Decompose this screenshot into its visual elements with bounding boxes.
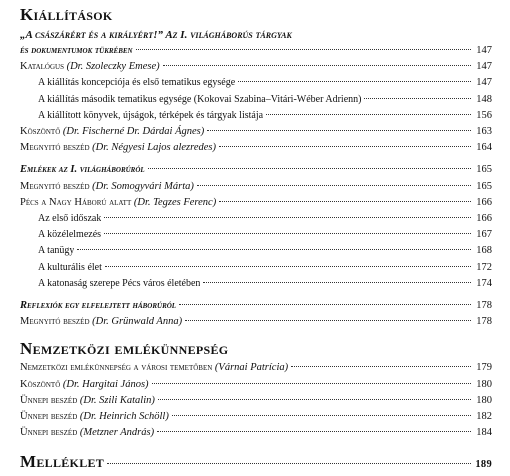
page-number: 166 <box>476 196 492 208</box>
page-number: 179 <box>476 362 492 374</box>
dot-leader <box>107 463 471 464</box>
toc-entry[interactable] <box>20 59 492 75</box>
entry-author: (Dr. Szoleczky Emese) <box>66 61 160 73</box>
entry-label: Katalógus <box>20 61 64 73</box>
entry-label: Ünnepi beszéd <box>20 427 78 439</box>
dot-leader <box>238 81 471 82</box>
page-number: 163 <box>476 126 492 138</box>
entry-author: (Várnai Patrícia) <box>214 362 289 374</box>
dot-leader <box>179 304 471 305</box>
entry-label: Az első időszak <box>38 213 102 225</box>
page-number: 180 <box>476 378 492 390</box>
page-number: 147 <box>476 77 492 89</box>
entry-author: (Dr. Heinrich Schöll) <box>79 411 169 423</box>
page-number: 172 <box>476 261 492 273</box>
dot-leader <box>219 146 471 147</box>
page-number: 184 <box>476 427 492 439</box>
exhibition-title-line1: „A császárért és a királyért!” Az I. világháborús tárgyak <box>20 29 292 41</box>
dot-leader <box>219 201 471 202</box>
toc-entry[interactable] <box>20 195 492 211</box>
entry-label: Köszöntő <box>20 378 61 390</box>
page-number: 147 <box>476 61 492 73</box>
toc-entry[interactable] <box>20 451 492 476</box>
toc-entry[interactable] <box>20 43 492 59</box>
toc-subentry[interactable] <box>20 260 492 276</box>
entry-label: A közélelmezés <box>38 229 102 241</box>
toc-subentry[interactable] <box>20 108 492 124</box>
entry-label: Köszöntő <box>20 126 61 138</box>
exhibition-title <box>20 28 492 43</box>
dot-leader <box>157 431 471 432</box>
entry-label: A kiállítás koncepciója és első tematikus egysége <box>38 77 236 89</box>
dot-leader <box>172 415 471 416</box>
entry-label: Megnyitó beszéd <box>20 316 90 328</box>
dot-leader <box>291 366 471 367</box>
entry-author: (Dr. Fischerné Dr. Dárdai Ágnes) <box>62 126 205 138</box>
entry-label: A tanügy <box>38 245 75 257</box>
page-number: 167 <box>476 229 492 241</box>
dot-leader <box>104 217 471 218</box>
dot-leader <box>163 65 471 66</box>
entry-author: (Dr. Szili Katalin) <box>79 394 155 406</box>
page-number: 182 <box>476 411 492 423</box>
entry-author: (Dr. Négyesi Lajos alezredes) <box>92 142 216 154</box>
dot-leader <box>197 185 471 186</box>
dot-leader <box>364 98 471 99</box>
entry-label: Megnyitó beszéd <box>20 142 90 154</box>
entry-author: (Metzner András) <box>79 427 155 439</box>
dot-leader <box>152 383 471 384</box>
toc-subentry[interactable] <box>20 92 492 108</box>
page-number: 174 <box>476 277 492 289</box>
entry-label: Nemzetközi emlékünnepség a városi temetőben <box>20 362 213 374</box>
entry-author: (Dr. Tegzes Ferenc) <box>133 196 217 208</box>
dot-leader <box>77 249 471 250</box>
toc-subentry[interactable] <box>20 227 492 243</box>
entry-label: A katonaság szerepe Pécs város életében <box>38 277 201 289</box>
dot-leader <box>136 49 471 50</box>
dot-leader <box>104 233 471 234</box>
dot-leader <box>185 320 471 321</box>
dot-leader <box>266 114 471 115</box>
toc-entry[interactable] <box>20 162 492 178</box>
dot-leader <box>105 266 471 267</box>
toc-subentry[interactable] <box>20 276 492 292</box>
page-number: 165 <box>476 164 492 176</box>
page-number: 166 <box>476 213 492 225</box>
toc-subentry[interactable] <box>20 211 492 227</box>
toc-entry[interactable] <box>20 140 492 156</box>
page-number: 178 <box>476 300 492 312</box>
page-number: 156 <box>476 109 492 121</box>
section-title-melleklet: Melléklet <box>20 452 105 472</box>
entry-label: A kiállítás második tematikus egysége (Kokovai Szabina–Vitári-Wéber Adrienn) <box>38 93 362 105</box>
toc-entry[interactable] <box>20 314 492 330</box>
page-number: 168 <box>476 245 492 257</box>
group-heading: Reflexiók egy elfelejtett háborúról <box>20 300 177 312</box>
toc-entry[interactable] <box>20 425 492 441</box>
dot-leader <box>148 168 471 169</box>
section-title-nemzetkozi: Nemzetközi emlékünnepség <box>20 339 229 359</box>
entry-author: (Dr. Somogyvári Márta) <box>92 180 194 192</box>
page-number: 180 <box>476 394 492 406</box>
toc-entry[interactable] <box>20 393 492 409</box>
toc-entry[interactable] <box>20 179 492 195</box>
dot-leader <box>203 282 471 283</box>
entry-author: (Dr. Grünwald Anna) <box>92 316 183 328</box>
group-heading: Emlékek az I. világháborúról <box>20 164 145 176</box>
entry-label: A kulturális élet <box>38 261 102 273</box>
entry-label: Ünnepi beszéd <box>20 394 78 406</box>
section-title-kiallitasok: Kiállítások <box>20 5 113 24</box>
page-number: 178 <box>476 316 492 328</box>
entry-label: Ünnepi beszéd <box>20 411 78 423</box>
entry-label: Pécs a Nagy Háború alatt <box>20 196 132 208</box>
toc-entry[interactable] <box>20 124 492 140</box>
entry-label: Megnyitó beszéd <box>20 180 90 192</box>
toc-entry[interactable] <box>20 360 492 376</box>
entry-author: (Dr. Hargitai János) <box>62 378 149 390</box>
entry-label: A kiállított könyvek, újságok, térképek és tárgyak listája <box>38 109 264 121</box>
page-number: 189 <box>475 459 492 471</box>
toc-entry[interactable] <box>20 409 492 425</box>
page-number: 147 <box>476 45 492 56</box>
exhibition-title-line2: és dokumentumok tükrében <box>20 45 133 56</box>
page-number: 165 <box>476 180 492 192</box>
dot-leader <box>158 399 471 400</box>
dot-leader <box>207 130 471 131</box>
page-number: 148 <box>476 93 492 105</box>
page-number: 164 <box>476 142 492 154</box>
toc-subentry[interactable] <box>20 75 492 91</box>
toc-subentry[interactable] <box>20 243 492 259</box>
toc-entry[interactable] <box>20 298 492 314</box>
toc-entry[interactable] <box>20 377 492 393</box>
